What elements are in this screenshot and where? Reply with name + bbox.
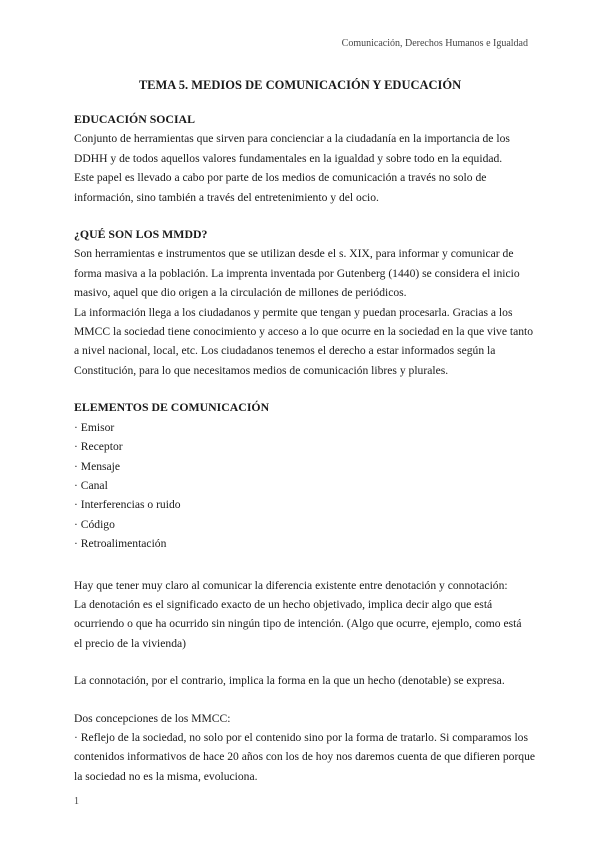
page-number: 1 (74, 796, 79, 807)
paragraph-line: DDHH y de todos aquellos valores fundamentales en la igualdad y sobre todo en la equidad. (74, 151, 503, 165)
page-title: TEMA 5. MEDIOS DE COMUNICACIÓN Y EDUCACIÓN (138, 78, 462, 92)
list-item: · Retroalimentación (74, 537, 167, 551)
paragraph-line: contenidos informativos de hace 20 años con los de hoy nos daremos cuenta de que difieren porque (74, 750, 536, 764)
paragraph-line: ocurriendo o que ha ocurrido sin ningún tipo de intención. (Algo que ocurre, ejemplo, como está (74, 617, 522, 631)
paragraph-line: la sociedad no es la misma, evoluciona. (74, 769, 258, 783)
paragraph-line: Dos concepciones de los MMCC: (74, 711, 231, 725)
section-heading: EDUCACIÓN SOCIAL (74, 112, 195, 126)
paragraph-line: La información llega a los ciudadanos y permite que tengan y puedan procesarla. Gracias a los (74, 305, 513, 319)
section-heading: ¿QUÉ SON LOS MMDD? (74, 227, 208, 242)
paragraph-line: MMCC la sociedad tiene conocimiento y acceso a lo que ocurre en la sociedad en la que vive tanto (74, 325, 534, 339)
list-item: · Interferencias o ruido (74, 498, 181, 512)
paragraph-line: · Reflejo de la sociedad, no solo por el contenido sino por la forma de tratarlo. Si comparamos los (74, 730, 528, 744)
section-elementos-comunicacion (74, 398, 534, 553)
paragraph-line: La connotación, por el contrario, implica la forma en la que un hecho (denotable) se expresa. (74, 674, 505, 688)
section-educacion-social (74, 110, 534, 207)
paragraph-line: forma masiva a la población. La imprenta inventada por Gutenberg (1440) se considera el inicio (74, 266, 520, 280)
section-heading: ELEMENTOS DE COMUNICACIÓN (74, 400, 270, 415)
list-item: · Receptor (74, 440, 123, 454)
section-connotacion (74, 671, 534, 690)
running-header: Comunicación, Derechos Humanos e Igualdad (341, 38, 528, 49)
list-item: · Código (74, 517, 115, 531)
paragraph-line: Este papel es llevado a cabo por parte de los medios de comunicación a través no solo de (74, 171, 487, 185)
paragraph-line: a nivel nacional, local, etc. Los ciudadanos tenemos el derecho a estar informados según la (74, 344, 496, 358)
section-que-son-mmdd (74, 225, 534, 380)
paragraph-line: Conjunto de herramientas que sirven para concienciar a la ciudadanía en la importancia de los (74, 132, 510, 146)
paragraph-line: masivo, aquel que dio origen a la circulación de millones de periódicos. (74, 286, 407, 300)
paragraph-line: Constitución, para lo que necesitamos medios de comunicación libres y plurales. (74, 363, 449, 377)
list-item: · Canal (74, 478, 108, 492)
paragraph-line: Hay que tener muy claro al comunicar la diferencia existente entre denotación y connotación: (74, 578, 508, 592)
list-item: · Emisor (74, 420, 115, 434)
paragraph-line: información, sino también a través del entretenimiento y del ocio. (74, 190, 379, 204)
section-concepciones (74, 709, 534, 787)
list-item: · Mensaje (74, 459, 121, 473)
elements-list (74, 418, 534, 554)
paragraph-line: La denotación es el significado exacto de un hecho objetivado, implica decir algo que está (74, 597, 493, 611)
document-body (74, 110, 534, 786)
section-denotacion (74, 576, 534, 654)
paragraph-line: el precio de la vivienda) (74, 636, 187, 650)
paragraph-line: Son herramientas e instrumentos que se utilizan desde el s. XIX, para informar y comunicar de (74, 247, 514, 261)
